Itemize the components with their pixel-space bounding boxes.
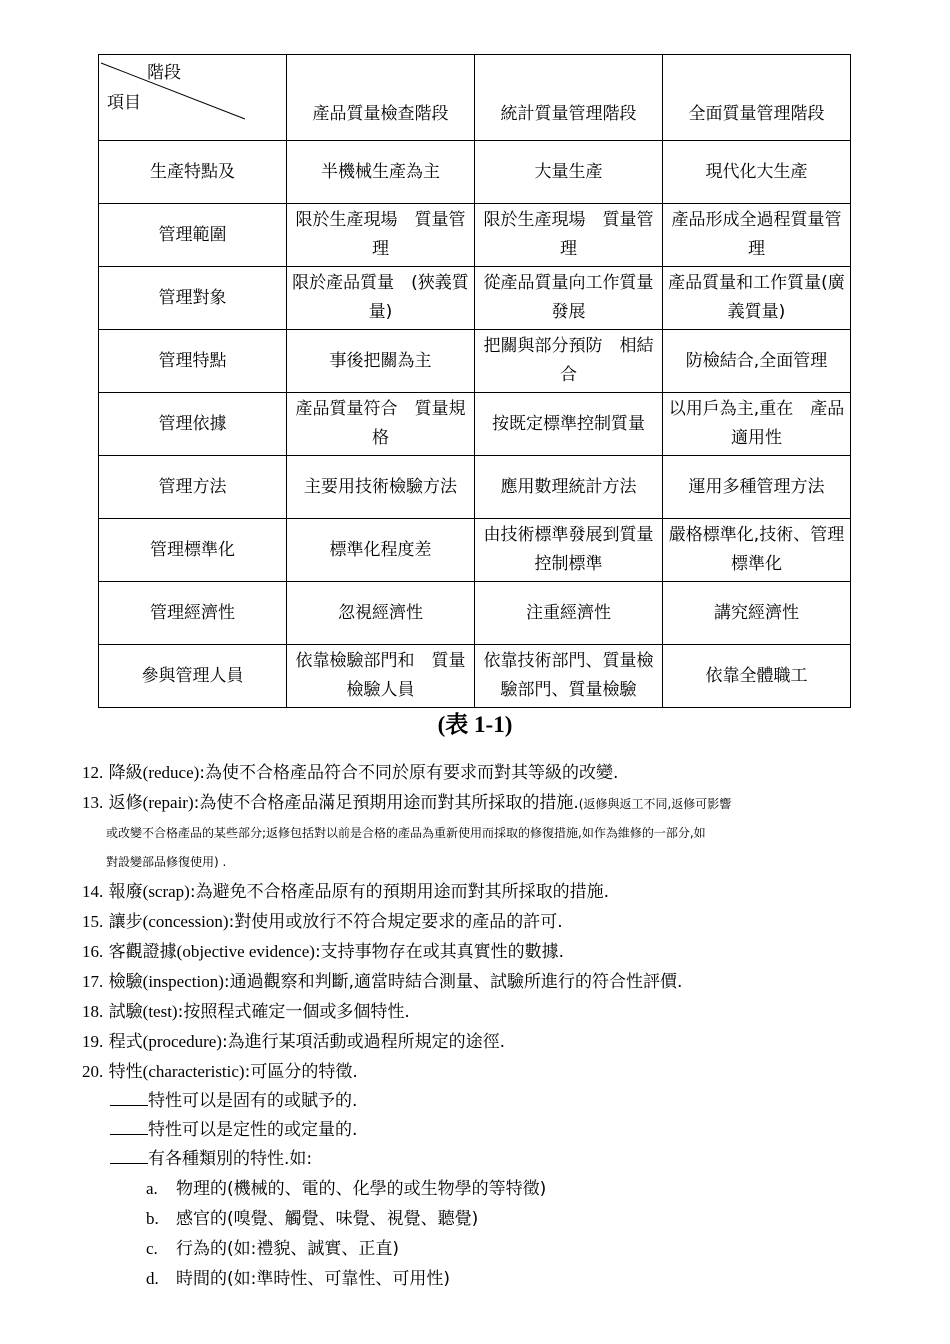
item-term-english: (scrap): [142, 882, 190, 901]
table-row: [99, 330, 851, 393]
row-label: 生產特點及: [99, 141, 287, 204]
characteristic-point: [82, 1145, 862, 1174]
item-text: :支持事物存在或其真實性的數據.: [314, 942, 565, 962]
item-text: :對使用或放行不符合規定要求的產品的許可.: [228, 912, 563, 932]
item-number: 19.: [82, 1032, 104, 1051]
row-label: 管理經濟性: [99, 582, 287, 645]
table-row: [99, 582, 851, 645]
item-term-english: (objective evidence): [176, 942, 315, 961]
definition-item: [82, 788, 862, 819]
row-label: 管理標準化: [99, 519, 287, 582]
item-term: 報廢: [108, 882, 143, 902]
item-number: 13.: [82, 793, 104, 812]
item-term-english: (characteristic): [142, 1062, 245, 1081]
table-cell: 依靠全體職工: [663, 645, 851, 708]
note-line: 或改變不合格產品的某些部分;返修包括對以前是合格的產品為重新使用而採取的修復措施,如作為維修的一部分,如: [106, 826, 706, 840]
item-text: :為使不合格產品符合不同於原有要求而對其等級的改變.: [199, 763, 619, 783]
characteristic-point: [82, 1116, 862, 1145]
item-term: 特性: [108, 1062, 143, 1082]
kind-text: 時間的(如:準時性、可靠性、可用性): [176, 1269, 450, 1289]
table-cell: 以用戶為主,重在 產品適用性: [663, 393, 851, 456]
table-cell: 大量生產: [475, 141, 663, 204]
blank-line: [110, 1091, 148, 1106]
characteristic-kind: [82, 1174, 862, 1204]
characteristic-point: [82, 1087, 862, 1116]
item-term: 程式: [108, 1032, 143, 1052]
table-cell: 應用數理統計方法: [475, 456, 663, 519]
table-cell: 忽視經濟性: [287, 582, 475, 645]
item-term: 客觀證據: [108, 942, 177, 962]
table-cell: 依靠檢驗部門和 質量檢驗人員: [287, 645, 475, 708]
quality-stage-table: [98, 54, 851, 708]
table-cell: 注重經濟性: [475, 582, 663, 645]
header-cell: 全面質量管理階段: [663, 55, 851, 141]
row-label: 管理特點: [99, 330, 287, 393]
kind-letter: a.: [146, 1179, 158, 1198]
table-corner-cell: [99, 55, 287, 141]
item-number: 14.: [82, 882, 104, 901]
item-number: 17.: [82, 972, 104, 991]
table-row: [99, 267, 851, 330]
table-cell: 由技術標準發展到質量控制標準: [475, 519, 663, 582]
comparison-table-container: [98, 54, 850, 708]
header-cell: 產品質量檢查階段: [287, 55, 475, 141]
item-term-english: (test): [142, 1002, 178, 1021]
item-term: 試驗: [108, 1002, 143, 1022]
characteristic-kind: [82, 1234, 862, 1264]
table-cell: 限於生產現場 質量管理: [475, 204, 663, 267]
table-cell: 事後把關為主: [287, 330, 475, 393]
table-cell: 現代化大生產: [663, 141, 851, 204]
corner-item-label: 項目: [107, 93, 141, 113]
definition-item: [82, 907, 862, 937]
table-cell: 嚴格標準化,技術、管理標準化: [663, 519, 851, 582]
table-cell: 講究經濟性: [663, 582, 851, 645]
item-text: :可區分的特徵.: [244, 1062, 358, 1082]
kind-letter: d.: [146, 1269, 159, 1288]
table-cell: 標準化程度差: [287, 519, 475, 582]
table-cell: 產品形成全過程質量管理: [663, 204, 851, 267]
blank-line: [110, 1149, 148, 1164]
table-cell: 產品質量符合 質量規格: [287, 393, 475, 456]
row-label: 管理方法: [99, 456, 287, 519]
row-label: 管理對象: [99, 267, 287, 330]
definition-item: [82, 758, 862, 788]
item-term: 降級: [108, 763, 143, 783]
corner-stage-label: 階段: [147, 63, 181, 83]
row-label: 管理依據: [99, 393, 287, 456]
table-cell: 從產品質量向工作質量發展: [475, 267, 663, 330]
table-cell: 產品質量和工作質量(廣義質量): [663, 267, 851, 330]
table-header-row: [99, 55, 851, 141]
table-cell: 依靠技術部門、質量檢驗部門、質量檢驗: [475, 645, 663, 708]
definition-item: [82, 1027, 862, 1057]
characteristic-kind: [82, 1264, 862, 1294]
table-row: [99, 141, 851, 204]
table-cell: 限於生產現場 質量管理: [287, 204, 475, 267]
item-term-english: (reduce): [142, 763, 200, 782]
header-cell: 統計質量管理階段: [475, 55, 663, 141]
item-note: (返修與返工不同,返修可影響: [578, 797, 732, 811]
kind-text: 行為的(如:禮貌、誠實、正直): [176, 1239, 399, 1259]
table-cell: 防檢結合,全面管理: [663, 330, 851, 393]
item-term-english: (procedure): [142, 1032, 222, 1051]
definition-item: [82, 967, 862, 997]
point-text: 特性可以是定性的或定量的.: [148, 1120, 358, 1140]
item-number: 18.: [82, 1002, 104, 1021]
definition-item: [82, 1057, 862, 1087]
table-row: [99, 204, 851, 267]
table-cell: 半機械生產為主: [287, 141, 475, 204]
table-row: [99, 393, 851, 456]
item-text: :按照程式確定一個或多個特性.: [177, 1002, 410, 1022]
row-label: 管理範圍: [99, 204, 287, 267]
table-row: [99, 456, 851, 519]
item-number: 15.: [82, 912, 104, 931]
table-row: [99, 645, 851, 708]
item-text: :為進行某項活動或過程所規定的途徑.: [221, 1032, 506, 1052]
item-text: :通過觀察和判斷,適當時結合測量、試驗所進行的符合性評價.: [223, 972, 683, 992]
kind-letter: c.: [146, 1239, 158, 1258]
kind-letter: b.: [146, 1209, 159, 1228]
definition-item: [82, 877, 862, 907]
kind-text: 感官的(嗅覺、觸覺、味覺、視覺、聽覺): [176, 1209, 479, 1229]
definition-item: [82, 937, 862, 967]
row-label: 參與管理人員: [99, 645, 287, 708]
item-term: 檢驗: [108, 972, 143, 992]
note-line: 對設變部品修復使用) .: [106, 855, 227, 869]
item-term-english: (concession): [142, 912, 229, 931]
item-number: 20.: [82, 1062, 104, 1081]
table-cell: 限於產品質量 (狹義質量): [287, 267, 475, 330]
kind-text: 物理的(機械的、電的、化學的或生物學的等特徵): [176, 1179, 547, 1199]
item-term-english: (repair): [142, 793, 194, 812]
table-caption: (表 1-1): [437, 712, 513, 737]
item-number: 16.: [82, 942, 104, 961]
table-cell: 主要用技術檢驗方法: [287, 456, 475, 519]
characteristic-kind: [82, 1204, 862, 1234]
item-text: :為使不合格產品滿足預期用途而對其所採取的措施.: [193, 793, 579, 813]
point-text: 特性可以是固有的或賦予的.: [148, 1091, 358, 1111]
item-text: :為避免不合格產品原有的預期用途而對其所採取的措施.: [189, 882, 609, 902]
item-term: 讓步: [108, 912, 143, 932]
item-term-english: (inspection): [142, 972, 224, 991]
item-term: 返修: [108, 793, 143, 813]
table-cell: 按既定標準控制質量: [475, 393, 663, 456]
table-cell: 把關與部分預防 相結合: [475, 330, 663, 393]
item-number: 12.: [82, 763, 104, 782]
table-row: [99, 519, 851, 582]
table-cell: 運用多種管理方法: [663, 456, 851, 519]
definition-item: [82, 997, 862, 1027]
definitions-list: [82, 758, 862, 1294]
point-text: 有各種類別的特性.如:: [148, 1149, 313, 1169]
blank-line: [110, 1120, 148, 1135]
